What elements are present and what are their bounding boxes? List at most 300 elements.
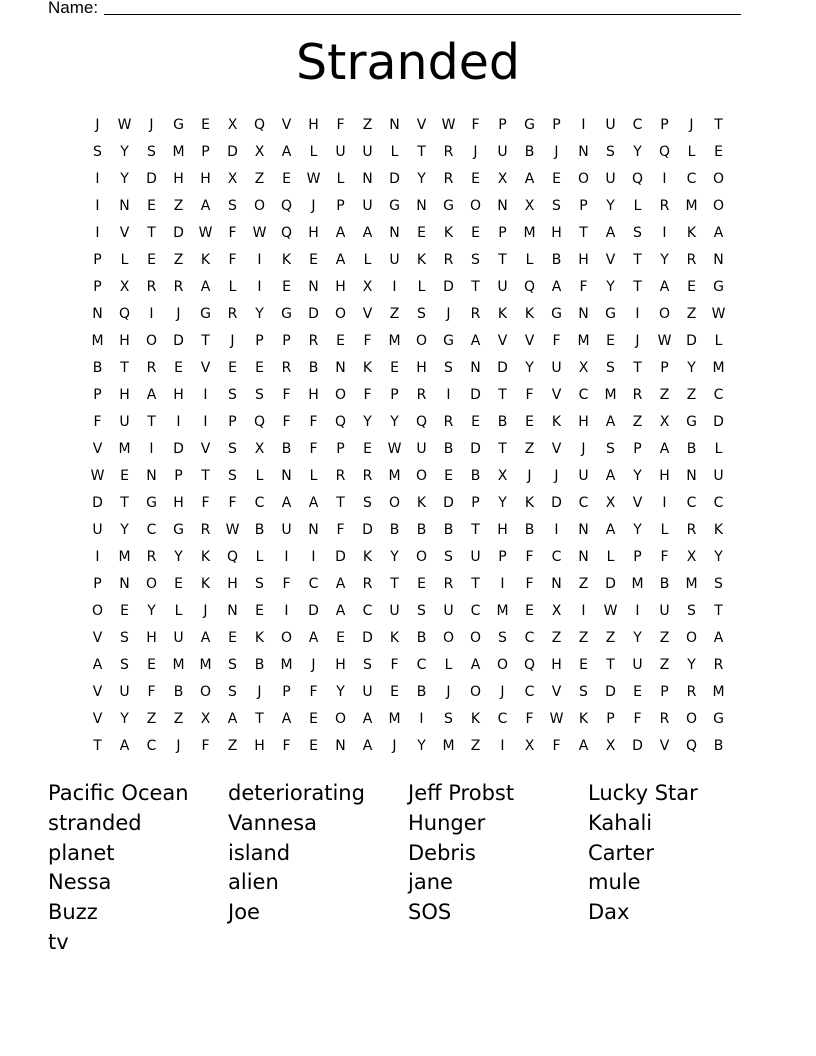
grid-letter: E	[552, 170, 561, 187]
grid-letter: G	[146, 494, 157, 511]
grid-letter: M	[712, 683, 725, 700]
grid-letter: A	[335, 251, 346, 268]
grid-letter: S	[228, 467, 237, 484]
grid-letter: P	[498, 548, 507, 565]
grid-letter: A	[146, 386, 157, 403]
grid-letter: Z	[605, 629, 616, 646]
grid-letter: N	[578, 143, 589, 160]
grid-letter: G	[443, 197, 454, 214]
grid-letter: U	[632, 656, 643, 673]
grid-letter: N	[713, 251, 724, 268]
grid-letter: V	[92, 710, 103, 727]
grid-letter: E	[282, 170, 291, 187]
grid-letter: X	[227, 116, 238, 133]
grid-letter: T	[471, 278, 480, 295]
grid-letter: B	[524, 521, 535, 538]
grid-letter: F	[282, 575, 291, 592]
grid-letter: M	[631, 575, 644, 592]
grid-letter: A	[335, 224, 346, 241]
grid-letter: D	[497, 359, 508, 376]
grid-letter: K	[551, 413, 562, 430]
grid-letter: R	[335, 467, 346, 484]
grid-letter: Z	[173, 251, 184, 268]
grid-letter: S	[498, 629, 507, 646]
grid-letter: O	[199, 683, 212, 700]
grid-letter: I	[446, 386, 451, 403]
word-bank-item: deteriorating	[228, 781, 365, 805]
grid-letter: J	[554, 143, 559, 160]
grid-letter: K	[200, 548, 211, 565]
grid-letter: G	[524, 116, 535, 133]
grid-letter: J	[527, 467, 532, 484]
grid-letter: M	[685, 575, 698, 592]
grid-letter: Q	[280, 197, 293, 214]
grid-letter: L	[633, 197, 642, 214]
grid-letter: Z	[578, 575, 589, 592]
grid-letter: R	[146, 278, 157, 295]
grid-letter: X	[497, 467, 508, 484]
grid-letter: A	[470, 332, 481, 349]
grid-letter: M	[442, 737, 455, 754]
grid-letter: S	[93, 143, 102, 160]
grid-letter: U	[362, 143, 373, 160]
grid-letter: R	[416, 386, 427, 403]
word-bank-item: stranded	[48, 810, 142, 835]
grid-letter: E	[471, 224, 480, 241]
grid-letter: B	[281, 440, 292, 457]
grid-letter: Z	[389, 305, 400, 322]
grid-letter: W	[306, 170, 321, 187]
grid-letter: B	[443, 440, 454, 457]
grid-letter: J	[473, 143, 478, 160]
grid-letter: A	[362, 737, 373, 754]
grid-letter: V	[200, 359, 211, 376]
grid-letter: F	[147, 683, 156, 700]
grid-letter: S	[579, 683, 588, 700]
grid-letter: M	[388, 710, 401, 727]
grid-letter: I	[257, 278, 262, 295]
grid-letter: Z	[632, 413, 643, 430]
grid-letter: U	[470, 548, 481, 565]
grid-letter: H	[173, 386, 184, 403]
grid-letter: R	[443, 170, 454, 187]
grid-letter: R	[200, 521, 211, 538]
grid-letter: A	[200, 278, 211, 295]
grid-letter: K	[578, 710, 589, 727]
grid-letter: V	[92, 440, 103, 457]
grid-letter: V	[92, 629, 103, 646]
grid-letter: O	[334, 710, 347, 727]
grid-letter: O	[469, 683, 482, 700]
grid-letter: A	[308, 629, 319, 646]
grid-letter: S	[444, 548, 453, 565]
grid-letter: I	[95, 548, 100, 565]
grid-letter: A	[713, 224, 724, 241]
grid-letter: W	[387, 440, 402, 457]
grid-letter: B	[551, 251, 562, 268]
grid-letter: N	[335, 737, 346, 754]
grid-letter: W	[603, 602, 618, 619]
grid-letter: T	[201, 467, 210, 484]
grid-letter: I	[500, 737, 505, 754]
grid-letter: P	[390, 386, 399, 403]
grid-letter: I	[662, 494, 667, 511]
grid-letter: E	[471, 170, 480, 187]
grid-letter: Z	[578, 629, 589, 646]
grid-letter: M	[172, 656, 185, 673]
grid-letter: A	[362, 710, 373, 727]
grid-letter: D	[470, 440, 481, 457]
grid-letter: K	[497, 305, 508, 322]
grid-letter: Y	[174, 548, 183, 565]
grid-letter: D	[443, 278, 454, 295]
grid-letter: B	[254, 521, 265, 538]
word-bank-item: Buzz	[48, 900, 98, 925]
grid-letter: F	[363, 332, 372, 349]
grid-letter: A	[119, 737, 130, 754]
grid-letter: N	[551, 575, 562, 592]
puzzle-title: Stranded	[296, 34, 520, 91]
grid-letter: Q	[253, 413, 266, 430]
grid-letter: P	[93, 278, 102, 295]
grid-letter: P	[633, 440, 642, 457]
grid-letter: Z	[254, 170, 265, 187]
grid-letter: A	[308, 494, 319, 511]
grid-letter: Z	[659, 656, 670, 673]
grid-letter: F	[660, 548, 669, 565]
grid-letter: N	[686, 467, 697, 484]
grid-letter: X	[254, 440, 265, 457]
grid-letter: V	[362, 305, 373, 322]
grid-letter: H	[578, 413, 589, 430]
grid-letter: O	[415, 548, 428, 565]
grid-letter: V	[605, 251, 616, 268]
grid-letter: G	[281, 305, 292, 322]
grid-letter: H	[335, 278, 346, 295]
grid-letter: E	[174, 359, 183, 376]
grid-letter: P	[282, 683, 291, 700]
grid-letter: S	[228, 683, 237, 700]
grid-letter: Z	[524, 440, 535, 457]
grid-letter: F	[201, 494, 210, 511]
grid-letter: P	[579, 197, 588, 214]
grid-letter: B	[173, 683, 184, 700]
grid-letter: F	[471, 116, 480, 133]
grid-letter: A	[227, 710, 238, 727]
grid-letter: B	[443, 521, 454, 538]
grid-letter: L	[417, 278, 426, 295]
word-bank-item: Dax	[588, 900, 630, 925]
grid-letter: S	[687, 602, 696, 619]
grid-letter: H	[146, 629, 157, 646]
grid-letter: Z	[227, 737, 238, 754]
grid-letter: M	[118, 440, 131, 457]
grid-letter: E	[147, 251, 156, 268]
grid-letter: J	[446, 683, 451, 700]
grid-letter: I	[257, 251, 262, 268]
grid-letter: H	[254, 737, 265, 754]
grid-letter: Y	[687, 359, 696, 376]
grid-letter: L	[444, 656, 453, 673]
grid-letter: E	[714, 143, 723, 160]
grid-letter: O	[712, 170, 725, 187]
grid-letter: B	[308, 359, 319, 376]
grid-letter: G	[551, 305, 562, 322]
grid-letter: Q	[415, 413, 428, 430]
grid-letter: Y	[120, 521, 129, 538]
grid-letter: S	[606, 440, 615, 457]
grid-letter: F	[309, 683, 318, 700]
grid-letter: I	[284, 602, 289, 619]
grid-letter: U	[659, 602, 670, 619]
grid-letter: I	[311, 548, 316, 565]
grid-letter: Y	[147, 602, 156, 619]
grid-letter: N	[308, 278, 319, 295]
grid-letter: C	[713, 386, 724, 403]
letter-grid	[84, 111, 732, 759]
grid-letter: D	[173, 332, 184, 349]
grid-letter: F	[336, 521, 345, 538]
grid-letter: V	[119, 224, 130, 241]
grid-letter: K	[281, 251, 292, 268]
grid-letter: S	[147, 143, 156, 160]
grid-letter: D	[605, 683, 616, 700]
grid-letter: T	[633, 359, 642, 376]
grid-letter: U	[173, 629, 184, 646]
grid-letter: M	[577, 332, 590, 349]
grid-letter: W	[225, 521, 240, 538]
grid-letter: J	[176, 737, 181, 754]
grid-letter: V	[551, 683, 562, 700]
grid-letter: B	[659, 575, 670, 592]
grid-letter: C	[524, 629, 535, 646]
grid-letter: Z	[686, 386, 697, 403]
word-bank-item: Lucky Star	[588, 781, 698, 805]
grid-letter: I	[635, 602, 640, 619]
grid-letter: S	[228, 656, 237, 673]
grid-letter: F	[525, 548, 534, 565]
grid-letter: L	[309, 467, 318, 484]
grid-letter: O	[334, 305, 347, 322]
grid-letter: F	[363, 386, 372, 403]
grid-letter: O	[685, 629, 698, 646]
grid-letter: I	[554, 521, 559, 538]
grid-letter: R	[443, 251, 454, 268]
grid-letter: A	[659, 440, 670, 457]
grid-letter: T	[498, 386, 507, 403]
grid-letter: I	[419, 710, 424, 727]
grid-letter: F	[228, 251, 237, 268]
grid-letter: A	[524, 170, 535, 187]
grid-letter: A	[335, 575, 346, 592]
grid-letter: U	[119, 683, 130, 700]
grid-letter: Y	[660, 251, 669, 268]
grid-letter: D	[173, 224, 184, 241]
grid-letter: O	[253, 197, 266, 214]
grid-letter: F	[633, 710, 642, 727]
grid-letter: N	[119, 197, 130, 214]
grid-letter: O	[388, 494, 401, 511]
grid-letter: R	[308, 332, 319, 349]
grid-letter: T	[714, 602, 723, 619]
grid-letter: R	[686, 251, 697, 268]
word-bank-item: Debris	[408, 840, 476, 865]
grid-letter: U	[443, 602, 454, 619]
grid-letter: D	[308, 602, 319, 619]
grid-letter: P	[174, 467, 183, 484]
grid-letter: I	[176, 413, 181, 430]
grid-letter: I	[149, 440, 154, 457]
grid-letter: S	[255, 386, 264, 403]
grid-letter: W	[657, 332, 672, 349]
grid-letter: P	[633, 548, 642, 565]
grid-letter: Q	[253, 116, 266, 133]
word-bank-item: planet	[48, 840, 115, 865]
grid-letter: M	[199, 656, 212, 673]
grid-letter: R	[281, 359, 292, 376]
grid-letter: G	[713, 710, 724, 727]
grid-letter: P	[660, 359, 669, 376]
grid-letter: U	[605, 116, 616, 133]
grid-letter: K	[416, 494, 427, 511]
grid-letter: I	[500, 575, 505, 592]
grid-letter: R	[443, 575, 454, 592]
grid-letter: H	[227, 575, 238, 592]
grid-letter: F	[525, 575, 534, 592]
grid-letter: Y	[633, 521, 642, 538]
grid-letter: E	[255, 359, 264, 376]
grid-letter: J	[203, 602, 208, 619]
grid-letter: Q	[226, 548, 239, 565]
grid-letter: V	[497, 332, 508, 349]
grid-letter: K	[524, 305, 535, 322]
grid-letter: Z	[551, 629, 562, 646]
grid-letter: A	[713, 629, 724, 646]
grid-letter: E	[471, 413, 480, 430]
grid-letter: G	[200, 305, 211, 322]
grid-letter: K	[254, 629, 265, 646]
grid-letter: B	[686, 440, 697, 457]
grid-letter: A	[92, 656, 103, 673]
grid-letter: C	[416, 656, 427, 673]
grid-letter: U	[497, 143, 508, 160]
grid-letter: P	[282, 332, 291, 349]
grid-letter: V	[632, 494, 643, 511]
grid-letter: D	[362, 629, 373, 646]
grid-letter: O	[469, 197, 482, 214]
grid-letter: F	[309, 440, 318, 457]
grid-letter: P	[336, 440, 345, 457]
grid-letter: G	[605, 305, 616, 322]
grid-letter: A	[335, 602, 346, 619]
grid-letter: T	[579, 224, 588, 241]
grid-letter: M	[172, 143, 185, 160]
grid-letter: X	[605, 494, 616, 511]
grid-letter: P	[93, 386, 102, 403]
grid-letter: E	[147, 197, 156, 214]
grid-letter: L	[255, 548, 264, 565]
grid-letter: Y	[120, 710, 129, 727]
grid-letter: J	[500, 683, 505, 700]
grid-letter: K	[200, 251, 211, 268]
grid-letter: M	[388, 467, 401, 484]
grid-letter: M	[712, 359, 725, 376]
grid-letter: U	[119, 413, 130, 430]
grid-letter: Y	[336, 683, 345, 700]
grid-letter: B	[416, 521, 427, 538]
grid-letter: R	[146, 359, 157, 376]
grid-letter: K	[470, 710, 481, 727]
grid-letter: C	[713, 494, 724, 511]
word-bank-item: Kahali	[588, 810, 653, 835]
grid-letter: D	[335, 548, 346, 565]
grid-letter: F	[282, 737, 291, 754]
grid-letter: T	[714, 116, 723, 133]
grid-letter: X	[551, 602, 562, 619]
word-bank-item: SOS	[408, 900, 452, 925]
grid-letter: X	[497, 170, 508, 187]
grid-letter: F	[390, 656, 399, 673]
grid-letter: E	[363, 440, 372, 457]
grid-letter: Z	[659, 386, 670, 403]
grid-letter: S	[417, 602, 426, 619]
grid-letter: M	[685, 197, 698, 214]
grid-letter: F	[282, 386, 291, 403]
grid-letter: D	[227, 143, 238, 160]
grid-letter: R	[659, 710, 670, 727]
grid-letter: L	[255, 467, 264, 484]
grid-letter: K	[362, 548, 373, 565]
grid-letter: V	[281, 116, 292, 133]
grid-letter: U	[605, 170, 616, 187]
grid-letter: B	[713, 737, 724, 754]
grid-letter: A	[605, 521, 616, 538]
name-field-line[interactable]	[104, 14, 741, 15]
grid-letter: T	[606, 656, 615, 673]
grid-letter: R	[362, 467, 373, 484]
grid-letter: Y	[633, 629, 642, 646]
grid-letter: M	[604, 386, 617, 403]
grid-letter: H	[551, 656, 562, 673]
grid-letter: Y	[633, 467, 642, 484]
grid-letter: S	[228, 440, 237, 457]
grid-letter: H	[173, 170, 184, 187]
grid-letter: X	[524, 737, 535, 754]
grid-letter: O	[577, 170, 590, 187]
grid-letter: A	[200, 197, 211, 214]
grid-letter: N	[119, 575, 130, 592]
grid-letter: K	[416, 251, 427, 268]
grid-letter: A	[281, 143, 292, 160]
grid-letter: J	[581, 440, 586, 457]
grid-letter: K	[389, 629, 400, 646]
grid-letter: C	[578, 386, 589, 403]
grid-letter: O	[91, 602, 104, 619]
grid-letter: N	[389, 224, 400, 241]
grid-letter: A	[605, 413, 616, 430]
grid-letter: G	[173, 116, 184, 133]
grid-letter: T	[147, 413, 156, 430]
grid-letter: J	[311, 197, 316, 214]
grid-letter: V	[92, 683, 103, 700]
grid-letter: N	[416, 197, 427, 214]
grid-letter: D	[713, 413, 724, 430]
grid-letter: E	[417, 575, 426, 592]
grid-letter: E	[390, 683, 399, 700]
grid-letter: N	[227, 602, 238, 619]
grid-letter: O	[496, 656, 509, 673]
grid-letter: C	[470, 602, 481, 619]
